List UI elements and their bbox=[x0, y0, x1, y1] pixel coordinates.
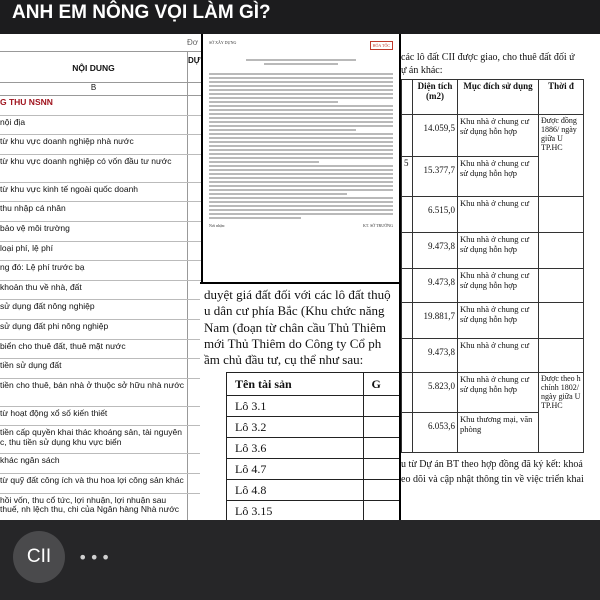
table-row: 19.881,7 Khu nhà ở chung cư sử dụng hỗn hợp bbox=[402, 303, 584, 339]
land-lot-decision bbox=[200, 284, 400, 520]
table-row: khoản thu về nhà, đất bbox=[0, 281, 202, 301]
table-row: G THU NSNN bbox=[0, 96, 202, 116]
letter-organization: SỞ XÂY DỰNG bbox=[209, 40, 237, 45]
table-row: Lô 3.1 bbox=[227, 396, 400, 417]
table-row: biển cho thuê đất, thuê mặt nước bbox=[0, 340, 202, 360]
allocation-table bbox=[401, 79, 584, 453]
col-purpose: Mục đích sử dụng bbox=[458, 80, 539, 115]
table-row: 6.515,0 Khu nhà ở chung cư bbox=[402, 197, 584, 233]
table-row: khác ngân sách bbox=[0, 454, 202, 474]
table-row: từ quỹ đất công ích và thu hoa lợi công sản khác bbox=[0, 474, 202, 494]
table-row: 6.053,6 Khu thương mại, văn phòng bbox=[402, 413, 584, 453]
table-row: bảo vệ môi trường bbox=[0, 222, 202, 242]
avatar[interactable]: CII bbox=[13, 531, 65, 583]
lot-table-header: Tên tài sản bbox=[227, 373, 364, 396]
post-footer-bar bbox=[0, 520, 600, 600]
table-row: từ khu vực doanh nghiệp nhà nước bbox=[0, 135, 202, 155]
table-row: Lô 3.6 bbox=[227, 438, 400, 459]
table-row: tiền sử dụng đất bbox=[0, 359, 202, 379]
table-row: sử dụng đất nông nghiệp bbox=[0, 300, 202, 320]
table-row: 5.823,0 Khu nhà ở chung cư sử dụng hỗn hợp Được theo h chính 1802/ ngày giữa U TP.HC bbox=[402, 373, 584, 413]
more-options-icon[interactable]: ••• bbox=[78, 548, 113, 567]
allocation-footnote: u từ Dự án BT theo hợp đồng đã ký kết: khoả eo dõi và cập nhật thông tin về việc triển khai bbox=[401, 459, 584, 485]
table-row: từ hoạt động xổ số kiến thiết bbox=[0, 407, 202, 427]
budget-table bbox=[0, 38, 202, 520]
table-row: từ khu vực doanh nghiệp có vốn đầu tư nước bbox=[0, 155, 202, 183]
post-title: ANH EM NÔNG VỌI LÀM GÌ? bbox=[0, 0, 600, 34]
table-row: Lô 3.15 bbox=[227, 501, 400, 522]
table-row: thu nhập cá nhân bbox=[0, 202, 202, 222]
table-row: tiền cấp quyền khai thác khoáng sản, tài nguyên c, thu tiền sử dụng khu vực biển bbox=[0, 426, 202, 454]
recipients-label: Nơi nhận: bbox=[209, 223, 226, 228]
col-time: Thời đ bbox=[539, 80, 584, 115]
signer-label: KT. SỞ TRƯỞNG bbox=[363, 223, 393, 228]
table-row: tiền cho thuê, bán nhà ở thuộc sở hữu nhà nước bbox=[0, 379, 202, 407]
table-row: ng đó: Lệ phí trước bạ bbox=[0, 261, 202, 281]
table-row: Lô 4.8 bbox=[227, 480, 400, 501]
table-unit: Đơ bbox=[0, 38, 202, 52]
letter-signature-row bbox=[209, 223, 393, 228]
decision-text: duyệt giá đất đối với các lô đất thuộ u dân cư phía Bắc (Khu chức năng Nam (đoạn từ chân cầu Thủ Thiêm mới Thủ Thiêm do Công ty Cổ ph ầm chủ đầu tư, cụ thể như sau: bbox=[204, 287, 391, 367]
table-subheader bbox=[0, 83, 202, 96]
table-row: từ khu vực kinh tế ngoài quốc doanh bbox=[0, 183, 202, 203]
urgent-stamp: HỎA TỐC bbox=[370, 41, 393, 50]
col-area: Diện tích (m2) bbox=[413, 80, 458, 115]
col-content: NỘI DUNG bbox=[0, 52, 188, 82]
official-letter bbox=[203, 38, 399, 284]
col-letter: B bbox=[0, 83, 188, 95]
table-row: Lô 4.7 bbox=[227, 459, 400, 480]
col-estimate: DỰ bbox=[188, 56, 201, 65]
table-row: 14.059,5 Khu nhà ở chung cư sử dụng hỗn hợp Được đồng 1886/ ngày giữa U TP.HC bbox=[402, 115, 584, 157]
land-allocation-table bbox=[401, 52, 600, 520]
table-row: sử dụng đất phi nông nghiệp bbox=[0, 320, 202, 340]
table-row: 9.473,8 Khu nhà ở chung cư bbox=[402, 339, 584, 373]
table-row: Lô 3.2 bbox=[227, 417, 400, 438]
table-row: nội địa bbox=[0, 116, 202, 136]
table-row: 5 15.377,7 Khu nhà ở chung cư sử dụng hỗn hợp bbox=[402, 157, 584, 197]
table-row: 9.473,8 Khu nhà ở chung cư sử dụng hỗn hợp bbox=[402, 233, 584, 269]
table-row: 9.473,8 Khu nhà ở chung cư sử dụng hỗn hợp bbox=[402, 269, 584, 303]
lot-table: Tên tài sản G Lô 3.1 Lô 3.2 Lô 3.6 Lô 4.7 Lô 4.8 Lô 3.15 bbox=[226, 372, 400, 543]
table-row: hồi vốn, thu cổ tức, lợi nhuận, lợi nhuận sau thuế, nh lệch thu, chi của Ngân hàng Nhà nước bbox=[0, 494, 202, 522]
table-header bbox=[0, 52, 202, 83]
allocation-intro: các lô đất CII được giao, cho thuê đất đối ứ ự án khác: bbox=[401, 52, 575, 76]
document-collage[interactable] bbox=[0, 34, 600, 520]
table-row: loại phí, lệ phí bbox=[0, 242, 202, 262]
